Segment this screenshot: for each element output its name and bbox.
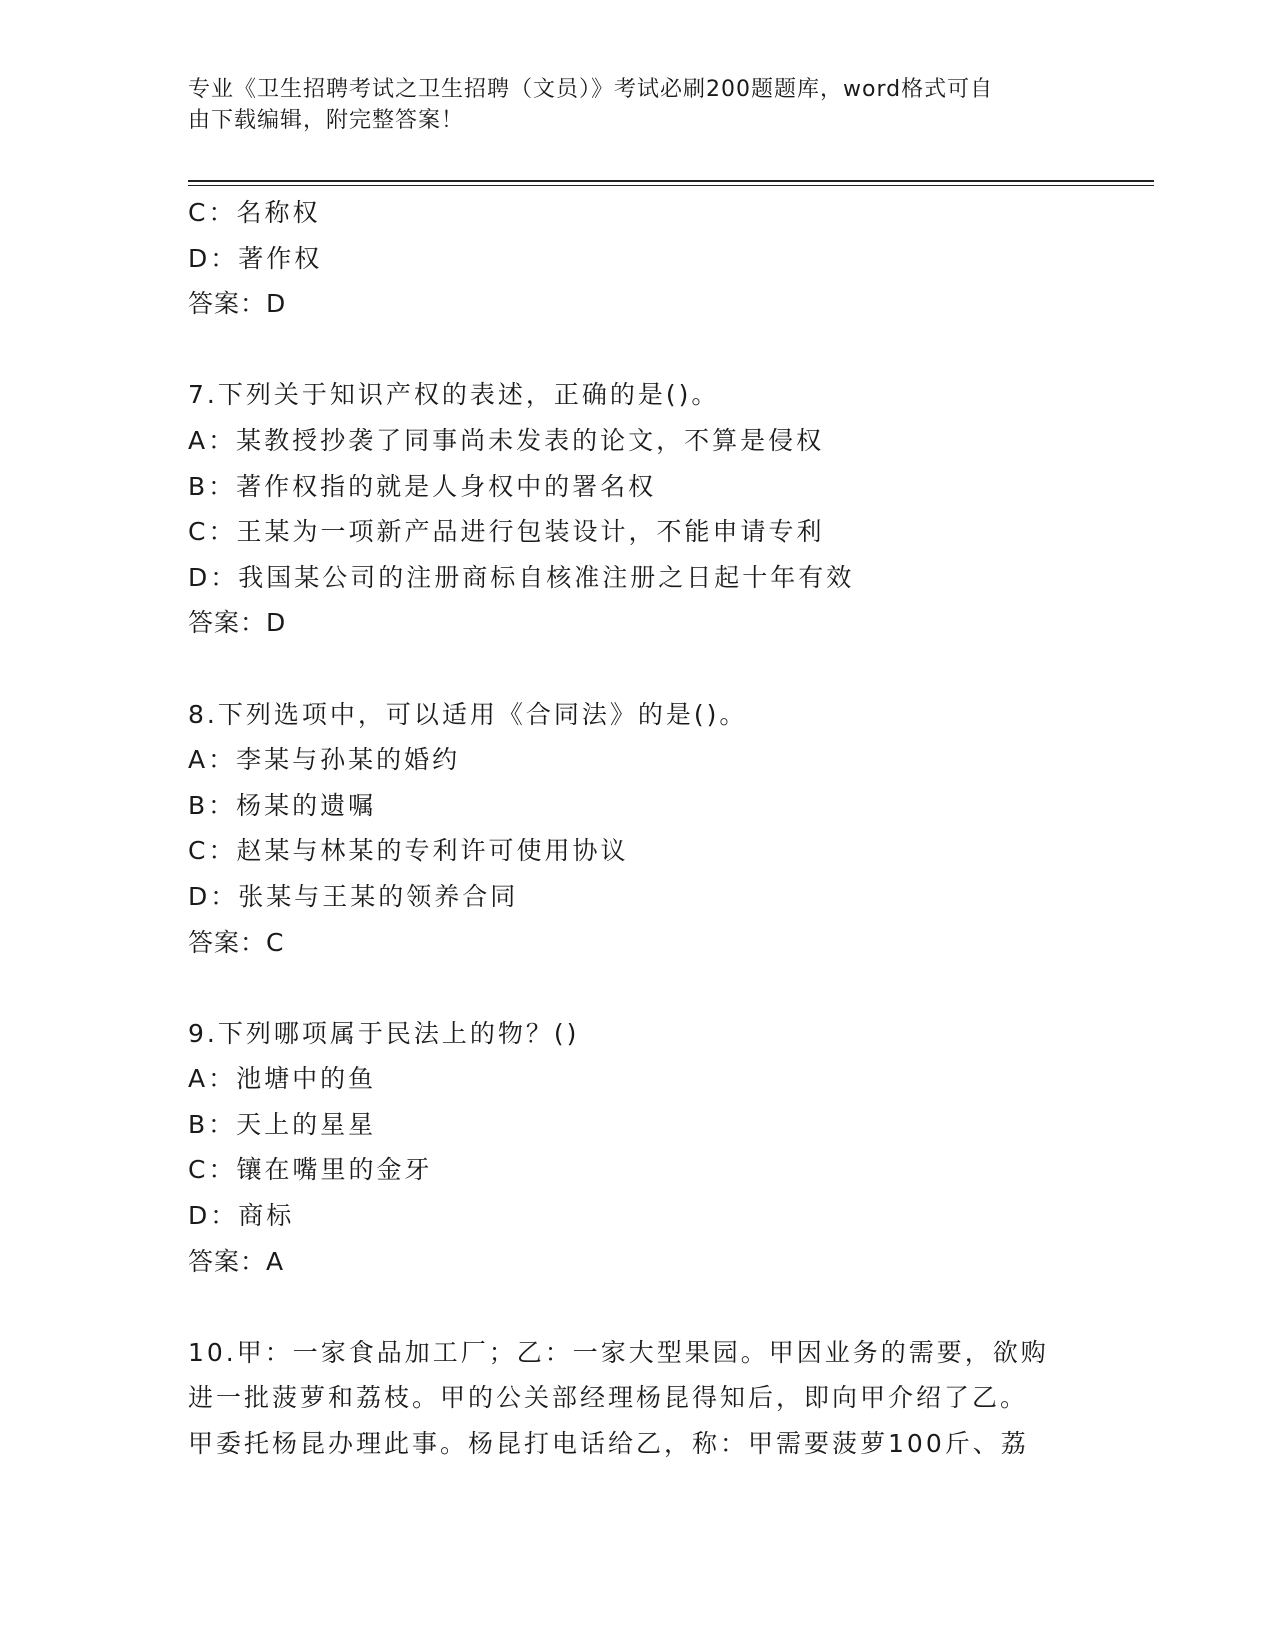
option-b: B：杨某的遗嘱	[188, 790, 377, 820]
answer-line: 答案：D	[188, 608, 287, 638]
option-c: C：赵某与林某的专利许可使用协议	[188, 836, 629, 866]
option-a: A：某教授抄袭了同事尚未发表的论文，不算是侵权	[188, 425, 825, 455]
question-stem: 8.下列选项中，可以适用《合同法》的是()。	[188, 699, 748, 729]
question-10-line-2: 进一批菠萝和荔枝。甲的公关部经理杨昆得知后，即向甲介绍了乙。	[188, 1383, 1029, 1413]
option-b: B：天上的星星	[188, 1109, 377, 1139]
option-d: D：著作权	[188, 243, 323, 273]
option-c: C：名称权	[188, 198, 321, 227]
answer-line: 答案：A	[188, 1246, 285, 1276]
document-header	[188, 74, 1068, 136]
option-d: D：张某与王某的领养合同	[188, 881, 519, 911]
option-d: D：商标	[188, 1201, 295, 1231]
option-b: B：著作权指的就是人身权中的署名权	[188, 471, 657, 501]
previous-question-tail	[188, 190, 1088, 327]
option-c: C：镶在嘴里的金牙	[188, 1155, 433, 1185]
spacer	[188, 1284, 1088, 1330]
option-a: A：池塘中的鱼	[188, 1064, 377, 1094]
header-line-1: 专业《卫生招聘考试之卫生招聘（文员）》考试必刷200题题库，word格式可自	[188, 77, 994, 102]
header-line-2: 由下载编辑，附完整答案！	[188, 108, 465, 133]
question-stem: 7.下列关于知识产权的表述，正确的是()。	[188, 380, 720, 410]
answer-line: 答案：C	[188, 927, 285, 957]
spacer	[188, 646, 1088, 692]
question-stem: 9.下列哪项属于民法上的物？()	[188, 1018, 580, 1048]
question-7	[188, 372, 1088, 646]
question-8	[188, 692, 1088, 966]
spacer	[188, 327, 1088, 373]
spacer	[188, 965, 1088, 1011]
answer-line: 答案：D	[188, 289, 287, 319]
option-a: A：李某与孙某的婚约	[188, 745, 461, 775]
question-10-line-3: 甲委托杨昆办理此事。杨昆打电话给乙，称：甲需要菠萝100斤、荔	[188, 1429, 1029, 1459]
header-divider-thin	[188, 185, 1154, 186]
question-content	[188, 190, 1088, 1467]
question-9	[188, 1011, 1088, 1285]
question-10	[188, 1330, 1088, 1467]
question-10-line-1: 10.甲：一家食品加工厂；乙：一家大型果园。甲因业务的需要，欲购	[188, 1337, 1049, 1367]
option-d: D：我国某公司的注册商标自核准注册之日起十年有效	[188, 562, 855, 592]
option-c: C：王某为一项新产品进行包装设计，不能申请专利	[188, 517, 825, 547]
header-divider-thick	[188, 180, 1154, 182]
